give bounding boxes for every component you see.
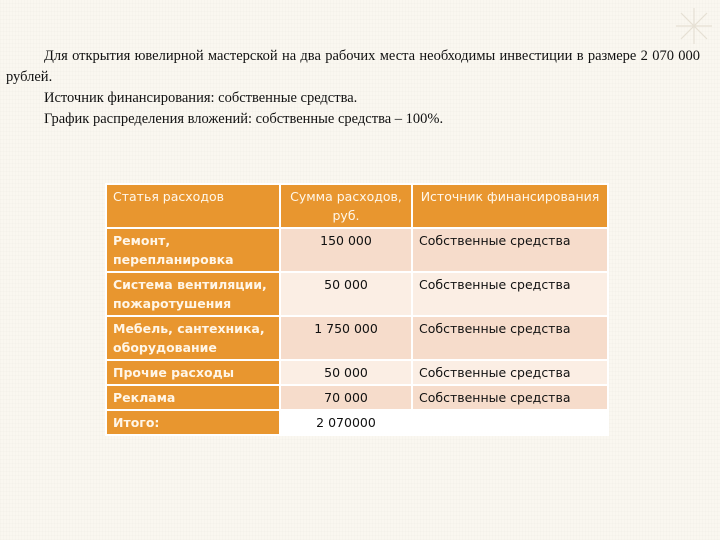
- row-expense-item: Система вентиляции, пожаротушения: [106, 272, 280, 316]
- row-amount: 150 000: [280, 228, 412, 272]
- row-expense-item: Ремонт, перепланировка: [106, 228, 280, 272]
- row-funding-source: Собственные средства: [412, 228, 608, 272]
- intro-paragraph-investment: Для открытия ювелирной мастерской на два рабочих места необходимы инвестиции в размере 2 070 000 рублей.: [6, 48, 700, 85]
- total-funding-source: [412, 410, 608, 435]
- row-funding-source: Собственные средства: [412, 385, 608, 410]
- row-funding-source: Собственные средства: [412, 316, 608, 360]
- row-amount: 70 000: [280, 385, 412, 410]
- row-funding-source: Собственные средства: [412, 272, 608, 316]
- table-row: [106, 228, 608, 272]
- expenses-table: [105, 183, 609, 436]
- total-amount: 2 070000: [280, 410, 412, 435]
- table-header-row: [106, 184, 608, 228]
- total-label: Итого:: [106, 410, 280, 435]
- intro-text: [6, 46, 700, 130]
- header-amount: Сумма расходов, руб.: [280, 184, 412, 228]
- row-amount: 1 750 000: [280, 316, 412, 360]
- table-row: [106, 385, 608, 410]
- row-expense-item: Мебель, сантехника, оборудование: [106, 316, 280, 360]
- star-decoration-icon: [674, 6, 714, 46]
- intro-paragraph-source: Источник финансирования: собственные средства.: [44, 90, 358, 106]
- row-amount: 50 000: [280, 360, 412, 385]
- header-expense-item: Статья расходов: [106, 184, 280, 228]
- row-expense-item: Прочие расходы: [106, 360, 280, 385]
- header-funding-source: Источник финансирования: [412, 184, 608, 228]
- row-amount: 50 000: [280, 272, 412, 316]
- intro-paragraph-schedule: График распределения вложений: собственные средства – 100%.: [44, 111, 444, 127]
- table-total-row: [106, 410, 608, 435]
- row-funding-source: Собственные средства: [412, 360, 608, 385]
- table-row: [106, 360, 608, 385]
- table-row: [106, 316, 608, 360]
- row-expense-item: Реклама: [106, 385, 280, 410]
- table-row: [106, 272, 608, 316]
